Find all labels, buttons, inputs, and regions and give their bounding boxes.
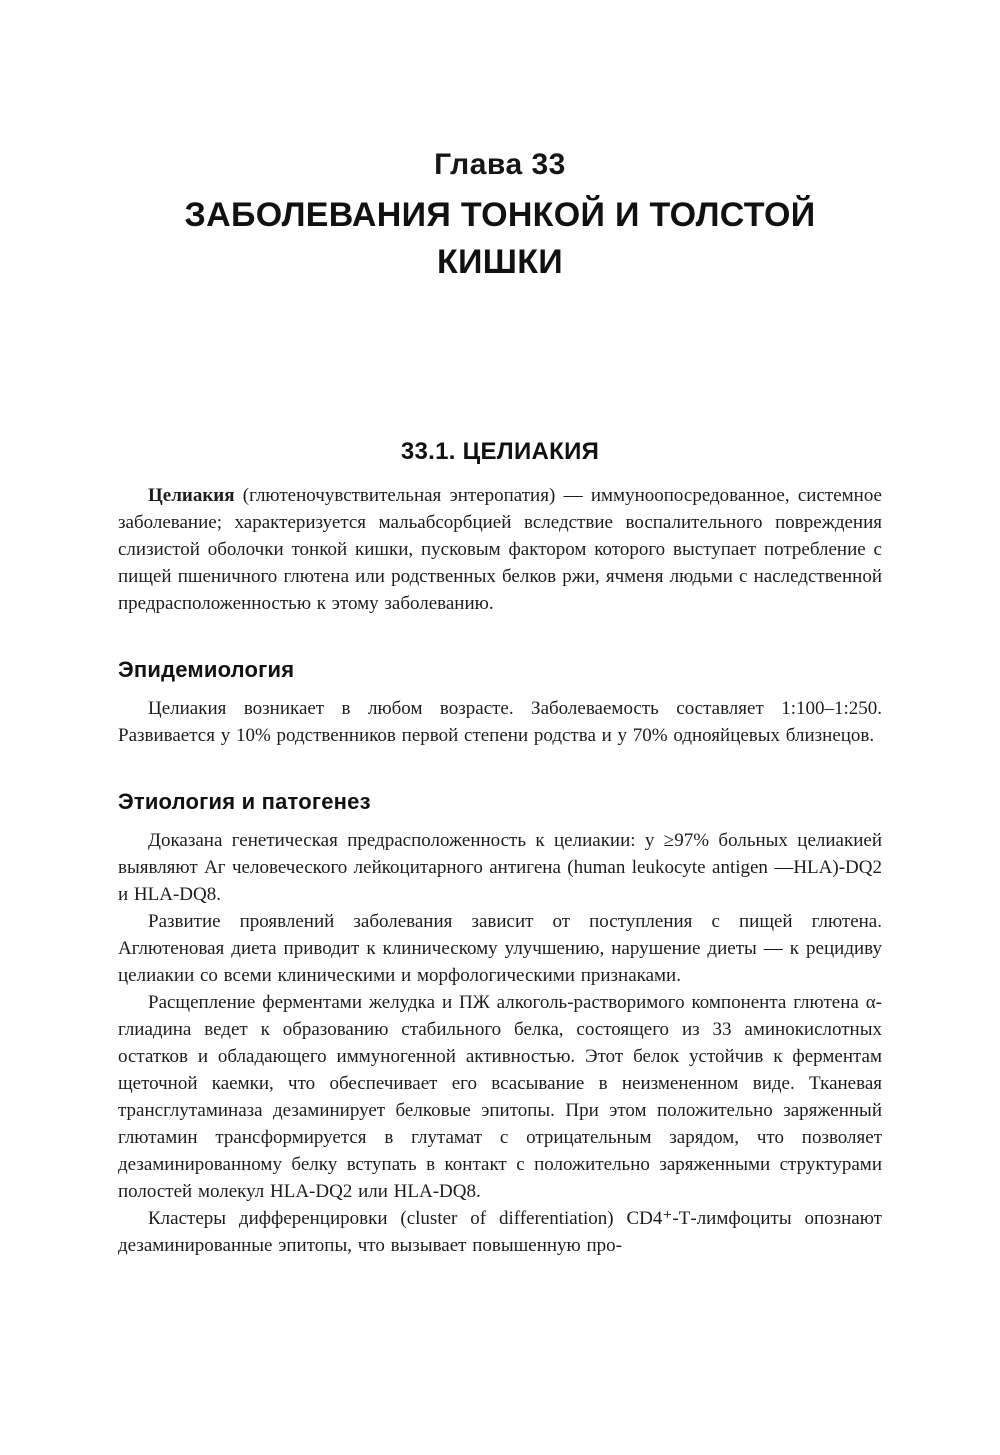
section-title: 33.1. ЦЕЛИАКИЯ [400,437,600,465]
intro-lead-term: Целиакия [148,484,235,506]
etiology-paragraph-1: Доказана генетическая предрасположенность к целиакии: у ≥97% больных целиакией выявляют Аг человеческого лейкоцитарного антигена (human leukocyte antigen —HLA)-DQ2 и HLA-DQ8. [118,829,882,905]
etiology-paragraph-4: Кластеры дифференцировки (cluster of differentiation) CD4⁺-Т-лимфоциты опознают дезаминированные эпитопы, что вызывает повышенную про- [118,1207,882,1256]
epidemiology-heading: Эпидемиология [118,656,295,682]
intro-paragraph-text: (глютеночувствительная энтеропатия) — иммуноопосредованное, системное заболевание; характеризуется мальабсорбцией вследствие воспалительного повреждения слизистой оболочки тонкой кишки, пусковым фактором которого выступает потребление с пищей пшеничного глютена или родственных белков ржи, ячменя людьми с наследственной предрасположенностью к этому заболеванию. [118,484,882,614]
intro-paragraph [118,482,882,617]
etiology-heading: Этиология и патогенез [118,788,371,814]
etiology-paragraph-3: Расщепление ферментами желудка и ПЖ алкоголь-растворимого компонента глютена α-глиадина ведет к образованию стабильного белка, состоящего из 33 аминокислотных остатков и обладающего иммуногенной активностью. Этот белок устойчив к ферментам щеточной каемки, что обеспечивает его всасывание в неизмененном виде. Тканевая трансглутаминаза дезаминирует белковые эпитопы. При этом положительно заряженный глютамин трансформируется в глутамат с отрицательным зарядом, что позволяет дезаминированному белку вступать в контакт с положительно заряженными структурами полостей молекул HLA-DQ2 или HLA-DQ8. [118,991,882,1202]
etiology-paragraph-2: Развитие проявлений заболевания зависит от поступления с пищей глютена. Аглютеновая диета приводит к клиническому улучшению, нарушение диеты — к рецидиву целиакии со всеми клиническими и морфологическими признаками. [118,910,882,986]
chapter-title: ЗАБОЛЕВАНИЯ ТОНКОЙ И ТОЛСТОЙ КИШКИ [184,196,816,281]
chapter-label: Глава 33 [434,148,566,181]
page-content [118,0,882,1259]
epidemiology-paragraph: Целиакия возникает в любом возрасте. Заболеваемость составляет 1:100–1:250. Развивается у 10% родственников первой степени родства и у 70% однояйцевых близнецов. [118,697,882,746]
